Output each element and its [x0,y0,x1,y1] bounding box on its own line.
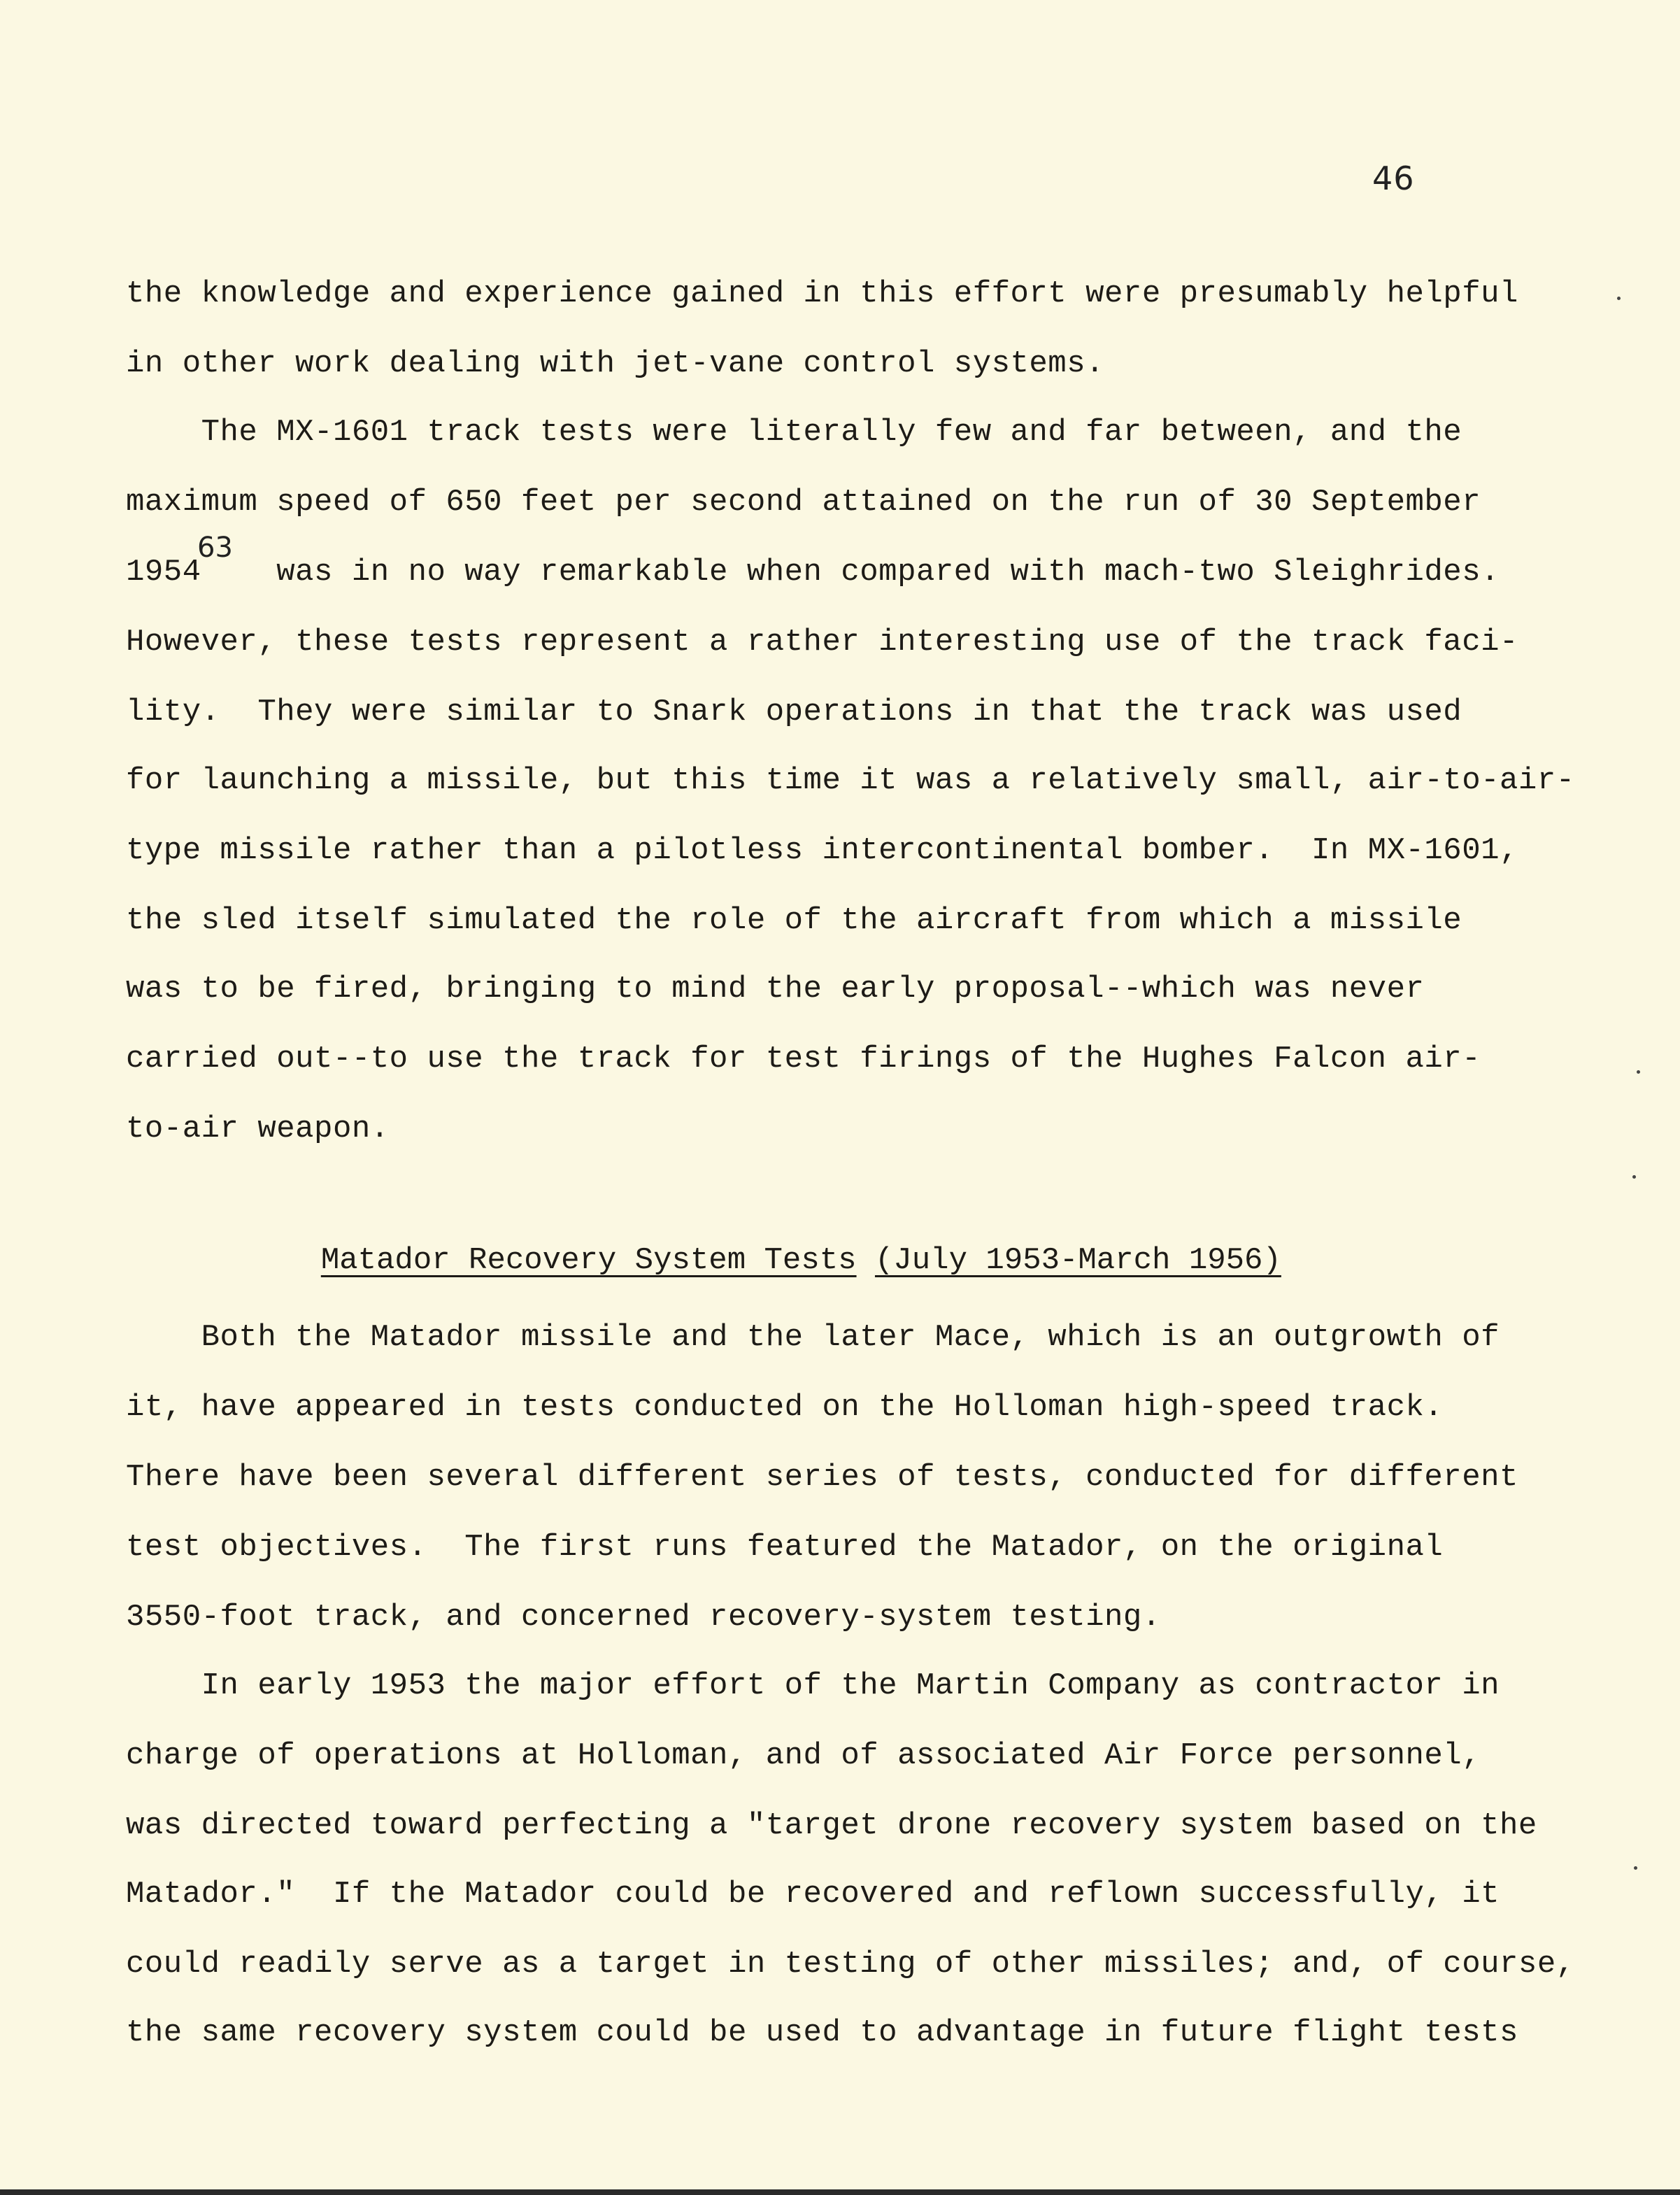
text-line: 1954 was in no way remarkable when compared with mach-two Sleighrides. [126,555,1500,590]
text-line: test objectives. The first runs featured the Matador, on the original [126,1530,1444,1565]
text-line: it, have appeared in tests conducted on the Holloman high-speed track. [126,1390,1444,1425]
text-line: There have been several different series of tests, conducted for different [126,1460,1518,1495]
footnote-reference: 63 [197,532,233,564]
section-heading-dates: (July 1953-March 1956) [874,1243,1281,1278]
scan-speck [1617,297,1621,300]
scan-speck [1637,1070,1640,1074]
page-bottom-edge [0,2189,1680,2195]
scan-speck [1634,1866,1637,1870]
text-line: 3550-foot track, and concerned recovery-system testing. [126,1600,1161,1635]
text-line: lity. They were similar to Snark operations in that the track was used [126,695,1462,730]
text-line: type missile rather than a pilotless intercontinental bomber. In MX-1601, [126,833,1518,868]
text-line: the sled itself simulated the role of the aircraft from which a missile [126,903,1462,938]
text-line: the knowledge and experience gained in this effort were presumably helpful [126,276,1518,311]
text-line: charge of operations at Holloman, and of associated Air Force personnel, [126,1738,1481,1773]
text-line: could readily serve as a target in testing of other missiles; and, of course, [126,1947,1575,1982]
scan-speck [1632,1175,1636,1179]
section-heading [284,1214,1281,1276]
section-heading-title: Matador Recovery System Tests [320,1243,857,1278]
text-line: The MX-1601 track tests were literally few and far between, and the [126,415,1462,450]
text-line: Matador." If the Matador could be recovered and reflown successfully, it [126,1877,1500,1912]
page-number: 46 [1372,159,1415,197]
text-line: maximum speed of 650 feet per second attained on the run of 30 September [126,485,1481,520]
text-line: carried out--to use the track for test firings of the Hughes Falcon air- [126,1042,1481,1077]
text-line: Both the Matador missile and the later Mace, which is an outgrowth of [126,1320,1500,1355]
text-line: However, these tests represent a rather interesting use of the track faci- [126,625,1518,660]
text-line: for launching a missile, but this time it was a relatively small, air-to-air- [126,763,1575,798]
text-line: In early 1953 the major effort of the Martin Company as contractor in [126,1668,1500,1703]
text-line: was directed toward perfecting a "target drone recovery system based on the [126,1808,1537,1843]
text-line: in other work dealing with jet-vane control systems. [126,346,1105,381]
text-line: the same recovery system could be used to advantage in future flight tests [126,2015,1518,2050]
text-line: to-air weapon. [126,1111,390,1146]
text-line: was to be fired, bringing to mind the early proposal--which was never [126,972,1425,1007]
